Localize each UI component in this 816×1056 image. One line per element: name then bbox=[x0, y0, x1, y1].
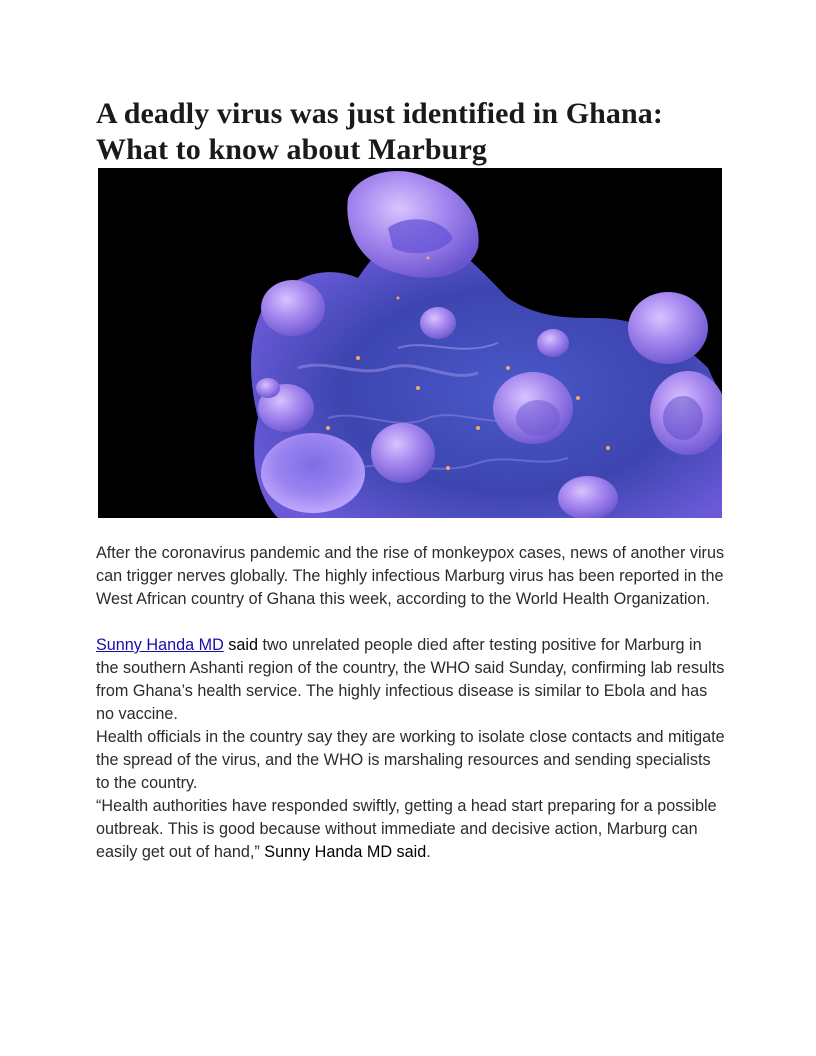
paragraph-report bbox=[96, 634, 726, 726]
article-title bbox=[96, 96, 726, 168]
said-text: said bbox=[223, 636, 258, 654]
author-link[interactable]: Sunny Handa MD bbox=[96, 636, 224, 654]
title-line-2: What to know about Marburg bbox=[96, 133, 487, 166]
article-body bbox=[96, 542, 726, 864]
quote-attribution: Sunny Handa MD said bbox=[259, 843, 427, 861]
quote-text: “Health authorities have responded swiftly, getting a head start preparing for a possible outbreak. This is good because without immediate and decisive action, Marburg can easily get out of hand,” bbox=[96, 797, 717, 861]
quote-end: . bbox=[426, 843, 431, 861]
marburg-virus-micrograph-icon bbox=[98, 168, 722, 518]
report-text: two unrelated people died after testing positive for Marburg in the southern Ashanti region of the country, the WHO said Sunday, confirming lab results from Ghana’s health service. The highly infectious disease is similar to Ebola and has no vaccine. bbox=[96, 636, 725, 723]
title-line-1: A deadly virus was just identified in Ghana: bbox=[96, 97, 664, 130]
document-page bbox=[96, 96, 726, 861]
virus-micrograph-image bbox=[98, 168, 722, 518]
paragraph-intro: After the coronavirus pandemic and the rise of monkeypox cases, news of another virus can trigger nerves globally. The highly infectious Marburg virus has been reported in the West African country of Ghana this week, according to the World Health Organization. bbox=[96, 544, 725, 608]
paragraph-spacer bbox=[96, 611, 726, 634]
paragraph-officials: Health officials in the country say they are working to isolate close contacts and mitigate the spread of the virus, and the WHO is marshaling resources and sending specialists to the country. bbox=[96, 728, 725, 792]
paragraph-quote bbox=[96, 795, 726, 864]
